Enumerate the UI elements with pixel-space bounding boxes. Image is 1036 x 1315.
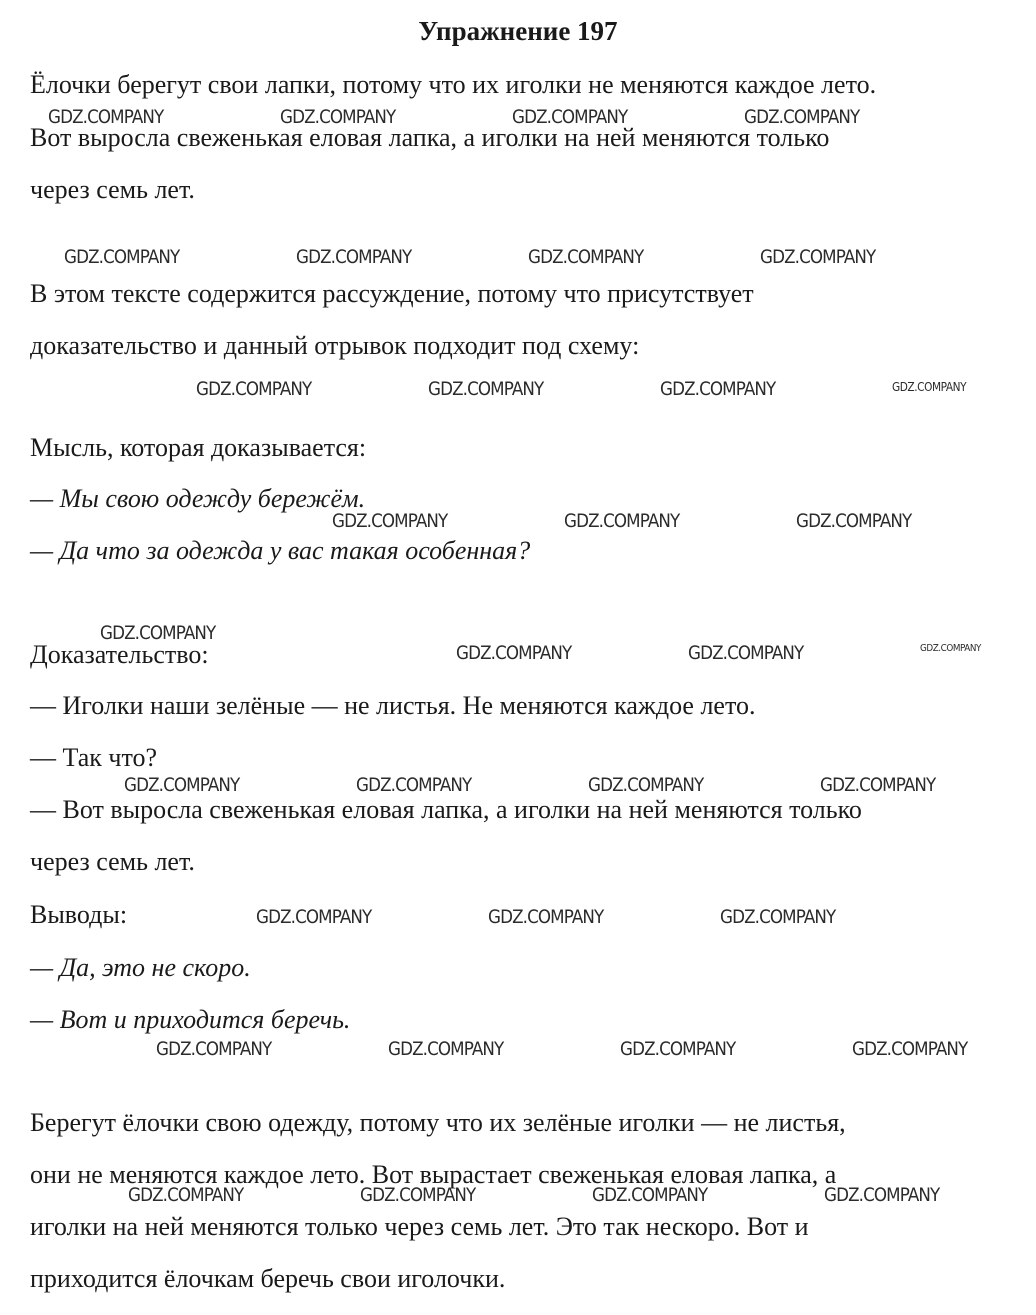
- watermark: GDZ.COMPANY: [892, 380, 967, 394]
- watermark: GDZ.COMPANY: [592, 1184, 708, 1206]
- dialogue-line: — Да, это не скоро.: [30, 953, 251, 982]
- watermark: GDZ.COMPANY: [820, 774, 936, 796]
- text-line: Берегут ёлочки свою одежду, потому что их зелёные иголки — не листья,: [30, 1108, 846, 1137]
- watermark: GDZ.COMPANY: [688, 642, 804, 664]
- dialogue-line: — Вот и приходится беречь.: [30, 1005, 351, 1034]
- watermark: GDZ.COMPANY: [760, 246, 876, 268]
- dialogue-line: — Мы свою одежду бережём.: [30, 484, 366, 513]
- watermark: GDZ.COMPANY: [660, 378, 776, 400]
- watermark: GDZ.COMPANY: [564, 510, 680, 532]
- watermark: GDZ.COMPANY: [720, 906, 836, 928]
- watermark: GDZ.COMPANY: [356, 774, 472, 796]
- watermark: GDZ.COMPANY: [124, 774, 240, 796]
- exercise-title: Упражнение 197: [418, 16, 618, 46]
- dialogue-line: через семь лет.: [30, 847, 195, 876]
- dialogue-line: — Да что за одежда у вас такая особенная?: [30, 536, 531, 565]
- watermark: GDZ.COMPANY: [852, 1038, 968, 1060]
- watermark: GDZ.COMPANY: [156, 1038, 272, 1060]
- section-heading: Доказательство:: [30, 640, 209, 669]
- text-line: Вот выросла свеженькая еловая лапка, а иголки на ней меняются только: [30, 123, 830, 152]
- text-line: В этом тексте содержится рассуждение, потому что присутствует: [30, 279, 754, 308]
- watermark: GDZ.COMPANY: [360, 1184, 476, 1206]
- watermark: GDZ.COMPANY: [512, 106, 628, 128]
- watermark: GDZ.COMPANY: [456, 642, 572, 664]
- watermark: GDZ.COMPANY: [796, 510, 912, 532]
- watermark: GDZ.COMPANY: [256, 906, 372, 928]
- text-line: они не меняются каждое лето. Вот вырастает свеженькая еловая лапка, а: [30, 1160, 837, 1189]
- text-line: приходится ёлочкам беречь свои иголочки.: [30, 1264, 506, 1293]
- section-heading: Выводы:: [30, 900, 128, 929]
- dialogue-line: — Так что?: [30, 743, 158, 772]
- text-line: доказательство и данный отрывок подходит под схему:: [30, 331, 640, 360]
- dialogue-line: — Вот выросла свеженькая еловая лапка, а иголки на ней меняются только: [30, 795, 862, 824]
- watermark: GDZ.COMPANY: [332, 510, 448, 532]
- watermark: GDZ.COMPANY: [280, 106, 396, 128]
- watermark: GDZ.COMPANY: [824, 1184, 940, 1206]
- watermark: GDZ.COMPANY: [388, 1038, 504, 1060]
- watermark: GDZ.COMPANY: [744, 106, 860, 128]
- text-line: иголки на ней меняются только через семь лет. Это так нескоро. Вот и: [30, 1212, 809, 1241]
- watermark: GDZ.COMPANY: [128, 1184, 244, 1206]
- section-heading: Мысль, которая доказывается:: [30, 433, 367, 462]
- watermark: GDZ.COMPANY: [428, 378, 544, 400]
- watermark: GDZ.COMPANY: [620, 1038, 736, 1060]
- text-line: через семь лет.: [30, 175, 195, 204]
- watermark: GDZ.COMPANY: [528, 246, 644, 268]
- watermark: GDZ.COMPANY: [48, 106, 164, 128]
- watermark: GDZ.COMPANY: [488, 906, 604, 928]
- dialogue-line: — Иголки наши зелёные — не листья. Не меняются каждое лето.: [30, 691, 756, 720]
- watermark: GDZ.COMPANY: [196, 378, 312, 400]
- watermark: GDZ.COMPANY: [920, 643, 981, 654]
- watermark: GDZ.COMPANY: [100, 622, 216, 644]
- watermark: GDZ.COMPANY: [588, 774, 704, 796]
- text-line: Ёлочки берегут свои лапки, потому что их иголки не меняются каждое лето.: [30, 70, 877, 99]
- watermark: GDZ.COMPANY: [64, 246, 180, 268]
- watermark: GDZ.COMPANY: [296, 246, 412, 268]
